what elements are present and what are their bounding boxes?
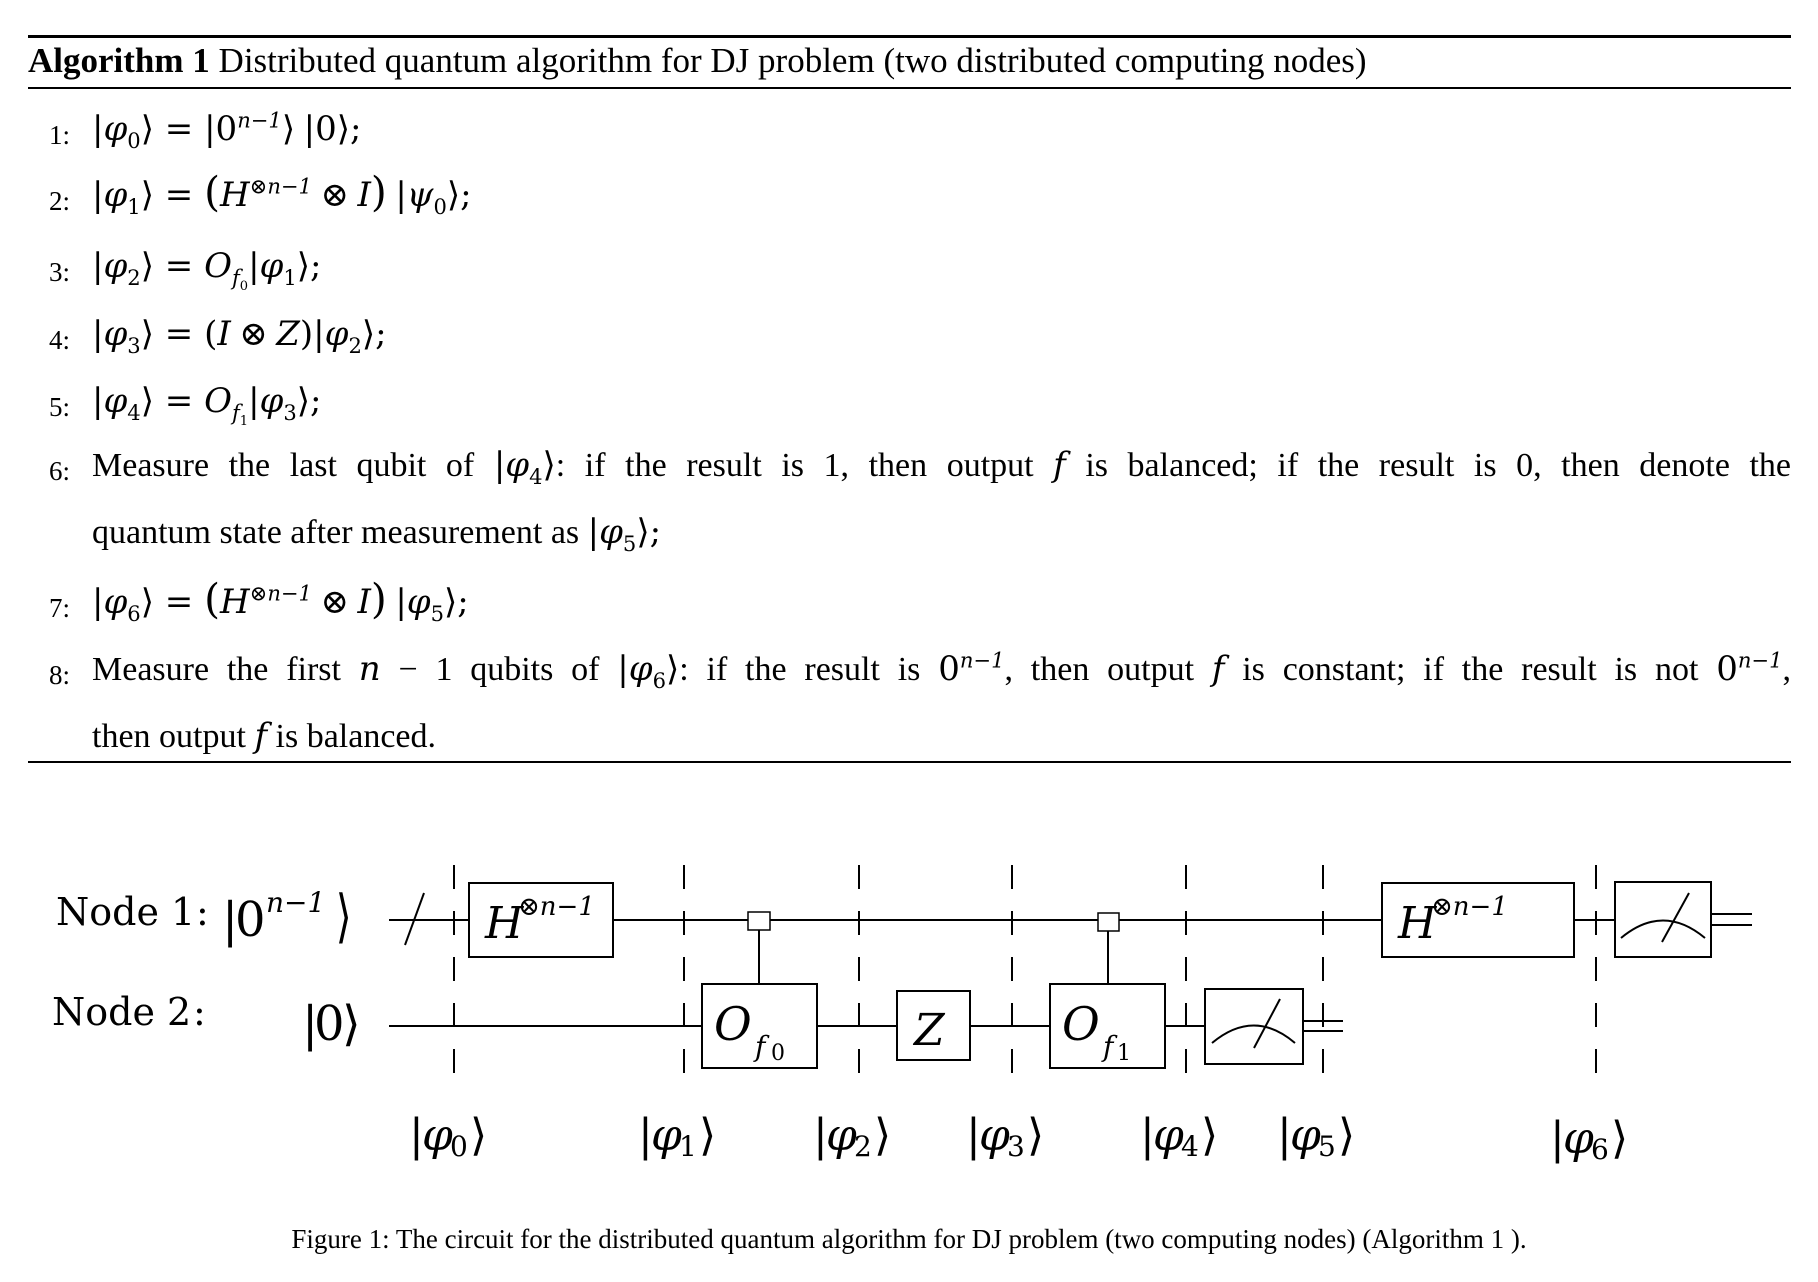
svg-text:⟩: ⟩	[1338, 1110, 1356, 1161]
svg-text:|: |	[1550, 1113, 1565, 1164]
svg-text:|: |	[638, 1110, 653, 1161]
state-label-phi3	[966, 1110, 1044, 1163]
svg-text:0: 0	[314, 996, 345, 1052]
svg-text:f: f	[1103, 1030, 1114, 1063]
step-formula: $|\varphi_4⟩$ = $O_{f_1}|\varphi_3⟩$;	[92, 381, 322, 429]
node2-input-state	[302, 996, 361, 1052]
node1-input-state	[222, 883, 352, 950]
svg-text:0: 0	[771, 1041, 785, 1066]
state-label-phi4	[1140, 1110, 1218, 1163]
step-number: 2:	[49, 186, 71, 216]
step-number: 5:	[49, 392, 71, 422]
svg-text:⊗n−1: ⊗n−1	[518, 892, 595, 922]
svg-text:⟩: ⟩	[1611, 1113, 1629, 1164]
algorithm-label: Algorithm 1	[28, 41, 210, 80]
step-text: Measure the first n − 1 qubits of $|\varphi_6⟩$: if the result is $0^{n-1}$, then output f is constant; if the result is not $0^{n-1}$,	[92, 647, 1791, 693]
svg-text:|: |	[302, 996, 319, 1052]
algorithm-step-1	[0, 90, 1818, 153]
state-label-phi5	[1277, 1110, 1355, 1163]
step-formula: $|\varphi_3⟩ = (I$ ⊗ $Z)|\varphi_2⟩$;	[92, 314, 387, 358]
algorithm-step-8	[0, 630, 1818, 693]
z-gate-label: Z	[914, 1005, 945, 1056]
svg-text:φ: φ	[1153, 1110, 1184, 1161]
svg-text:φ: φ	[1290, 1110, 1321, 1161]
svg-text:0: 0	[235, 892, 266, 948]
step-number: 6:	[49, 456, 71, 486]
algorithm-title: Distributed quantum algorithm for DJ problem (two distributed computing nodes)	[218, 41, 1367, 80]
step-number: 3:	[49, 257, 71, 287]
svg-text:⟩: ⟩	[874, 1110, 892, 1161]
algorithm-step-6-continuation	[0, 493, 1818, 556]
algorithm-bottom-rule	[28, 761, 1791, 763]
algorithm-step-8-continuation	[0, 697, 1818, 757]
step-number: 8:	[49, 660, 71, 690]
svg-text:|: |	[222, 892, 239, 948]
quantum-circuit-diagram	[0, 840, 1818, 1180]
step-number: 1:	[49, 120, 71, 150]
svg-text:|: |	[409, 1110, 424, 1161]
algorithm-step-5	[0, 362, 1818, 429]
state-label-phi0	[409, 1110, 487, 1163]
svg-text:⟩: ⟩	[470, 1110, 488, 1161]
step-formula: $|\varphi_0⟩$ = $|0^{n-1}⟩$ |0⟩;	[92, 107, 362, 153]
svg-text:f: f	[755, 1030, 766, 1063]
state-label-phi2	[813, 1110, 891, 1163]
svg-text:H: H	[485, 898, 524, 949]
svg-text:⟩: ⟩	[342, 996, 361, 1052]
svg-text:|: |	[1277, 1110, 1292, 1161]
step-text: then output f is balanced.	[92, 716, 437, 756]
svg-text:φ: φ	[651, 1110, 682, 1161]
algorithm-step-6	[0, 426, 1818, 489]
node2-colon: :	[193, 990, 206, 1034]
svg-text:⟩: ⟩	[1027, 1110, 1045, 1161]
svg-text:6: 6	[1591, 1133, 1609, 1166]
svg-text:1: 1	[679, 1130, 697, 1163]
algorithm-step-3	[0, 227, 1818, 294]
svg-text:⟩: ⟩	[335, 882, 352, 950]
state-label-phi6	[1550, 1113, 1628, 1166]
node1-label: Node 1	[56, 890, 196, 934]
step-formula: $|\varphi_6⟩ = (H^{\otimes n-1}$ ⊗ I) $|\varphi_5⟩$;	[92, 575, 469, 626]
svg-text:|: |	[1140, 1110, 1155, 1161]
algorithm-header-rule	[28, 87, 1791, 89]
svg-text:4: 4	[1181, 1130, 1199, 1163]
svg-text:φ: φ	[422, 1110, 453, 1161]
step-text: quantum state after measurement as $|\varphi_5⟩$;	[92, 512, 662, 556]
state-label-phi1	[638, 1110, 716, 1163]
step-formula: $|\varphi_1⟩ = (H^{\otimes n-1}$ ⊗ I) $|\psi_0⟩$;	[92, 168, 472, 219]
svg-text:H: H	[1398, 898, 1437, 949]
svg-text:⊗n−1: ⊗n−1	[1431, 892, 1508, 922]
svg-text:φ: φ	[826, 1110, 857, 1161]
svg-text:3: 3	[1007, 1130, 1025, 1163]
svg-text:φ: φ	[1563, 1113, 1594, 1164]
svg-text:⟩: ⟩	[1201, 1110, 1219, 1161]
svg-text:0: 0	[450, 1130, 468, 1163]
algorithm-step-2	[0, 156, 1818, 219]
figure-caption: Figure 1: The circuit for the distributed quantum algorithm for DJ problem (two computing nodes) (Algorithm 1 ).	[291, 1224, 1527, 1254]
svg-text:φ: φ	[979, 1110, 1010, 1161]
svg-text:O: O	[1062, 997, 1100, 1051]
control-square-1-icon	[748, 912, 770, 930]
control-square-2-icon	[1098, 913, 1119, 931]
svg-text:|: |	[966, 1110, 981, 1161]
measurement-meter-icon	[1615, 882, 1711, 957]
node2-label: Node 2	[52, 990, 192, 1034]
svg-text:|: |	[813, 1110, 828, 1161]
svg-text:O: O	[714, 997, 752, 1051]
svg-text:n−1: n−1	[266, 886, 326, 919]
svg-text:5: 5	[1318, 1130, 1336, 1163]
step-number: 4:	[49, 325, 71, 355]
state-labels	[409, 1110, 1628, 1166]
node1-colon: :	[196, 890, 209, 934]
svg-text:1: 1	[1117, 1041, 1131, 1066]
svg-text:⟩: ⟩	[699, 1110, 717, 1161]
step-number: 7:	[49, 593, 71, 623]
algorithm-step-4	[0, 295, 1818, 358]
measurement-meter-icon	[1205, 989, 1303, 1064]
svg-text:2: 2	[854, 1130, 872, 1163]
algorithm-step-7	[0, 563, 1818, 626]
step-text: Measure the last qubit of $|\varphi_4⟩$: if the result is 1, then output f is balanced; if the result is 0, then denote the	[92, 445, 1792, 489]
step-formula: $|\varphi_2⟩$ = $O_{f_0}|\varphi_1⟩$;	[92, 246, 322, 294]
algorithm-header	[28, 36, 1367, 86]
